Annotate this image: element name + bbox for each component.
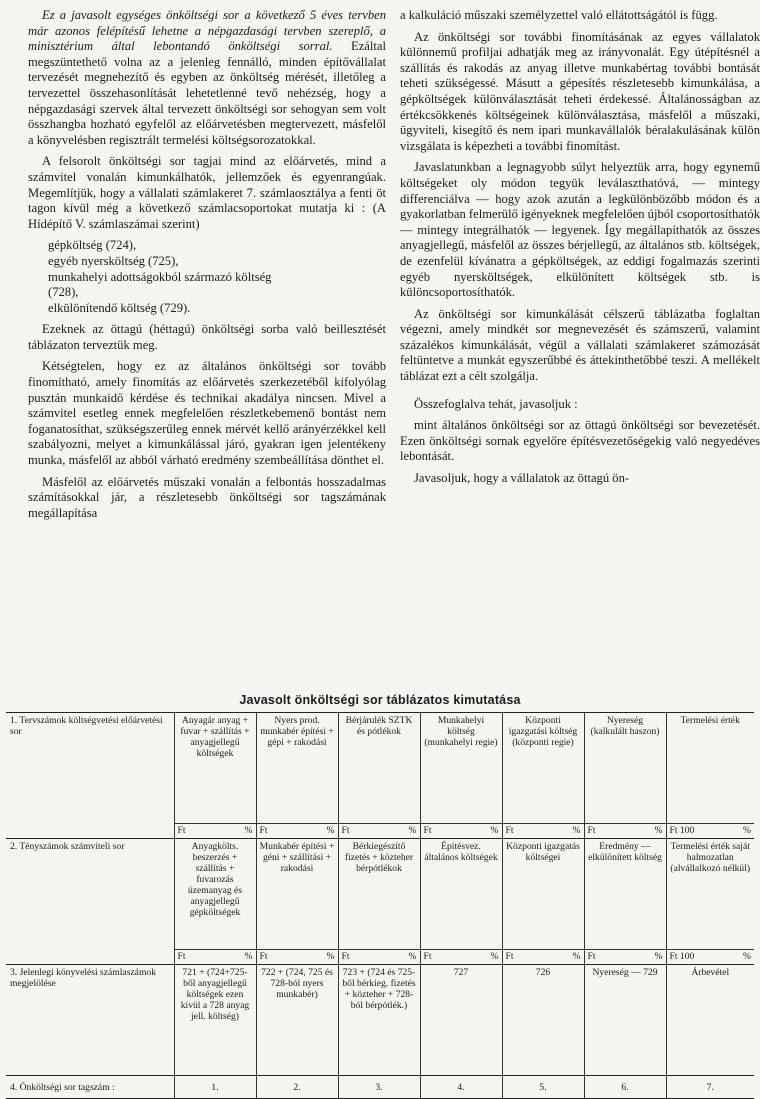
text-columns (10, 8, 760, 676)
unit-cell (666, 950, 754, 965)
table-cell: Nyereség (kalkulált haszon) (584, 713, 666, 824)
table-cell: 723 + (724 és 725-ből bérkieg. fizetés + közteher + 728-ból bérpótlék.) (338, 965, 420, 1076)
table-cell: Bérkiegészítő fizetés + közteher bérpótlékok (338, 839, 420, 950)
table-row (6, 713, 754, 824)
row-label: 2. Tényszámok számviteli sor (6, 839, 174, 950)
list-item: munkahelyi adottságokból származó költség (48, 269, 272, 284)
right-paragraph-6: mint általános önköltségi sor az öttagú önköltségi sor bevezetését. Ezen önköltségi sornak egyelőre építésvezetőségekig való negyedéves lebontását. (400, 418, 760, 464)
table-cell: 726 (502, 965, 584, 1076)
table-cell: Bérjárulék SZTK és pótlékok (338, 713, 420, 824)
table-cell: Központi igazgatás költségei (502, 839, 584, 950)
table-cell: Munkahelyi költség (munkahelyi regie) (420, 713, 502, 824)
table-cell: Anyagár anyag + fuvar + szállítás + anyagjellegű költségek (174, 713, 256, 824)
table-cell: Központi igazgatási költség (központi regie) (502, 713, 584, 824)
member-number: 1. (174, 1076, 256, 1099)
unit-percent: % (490, 825, 499, 836)
right-column (400, 8, 760, 493)
right-paragraph-1: a kalkuláció műszaki személyzettel való ellátottságától is függ. (400, 8, 718, 22)
unit-row (6, 950, 754, 965)
member-number: 7. (666, 1076, 754, 1099)
right-paragraph-4: Az önköltségi sor kimunkálását célszerű táblázatba foglaltan végezni, amely mindkét sor megnevezését és számszerű, valamint százalékos kimunkálását, végül a vállalati számlakeret számozását feltüntetve a munkát egyszerűbbé és áttekinthetőbbé teszi. A mellékelt táblázat ezt a célt szolgálja. (400, 306, 760, 384)
unit-cell (256, 950, 338, 965)
left-column (28, 8, 386, 527)
unit-ft: Ft (259, 825, 268, 836)
table-cell: Építésvez. általános költségek (420, 839, 502, 950)
unit-row-spacer (6, 824, 174, 839)
unit-cell (584, 824, 666, 839)
unit-ft: Ft 100 (669, 951, 695, 962)
unit-cell (256, 824, 338, 839)
cost-series-table (6, 712, 754, 1099)
table-cell: 727 (420, 965, 502, 1076)
unit-percent: % (244, 951, 253, 962)
list-item: egyéb nyersköltség (725), (48, 253, 179, 268)
unit-cell (502, 824, 584, 839)
table-cell: 722 + (724, 725 és 728-ból nyers munkabér) (256, 965, 338, 1076)
table-cell: Munkabér építési + géni + szállítási + rakodási (256, 839, 338, 950)
member-number: 3. (338, 1076, 420, 1099)
left-paragraph-1-rest: Ezáltal megszüntethető volna az a jelenleg fennálló, minden építővállalat tervezését megnehezítő és egyben az önköltség mérését, illetőleg a tervezettel összehasonlítását lehetetlenné tevő nehézség, hogy a népgazdasági szervek által tervezett önköltségi sor sehogyan sem volt összhangba hozható egyfelől az előárvetésben megtervezett, másfelől a könyvelésben regisztrált termelési költségsorozatokkal. (28, 39, 386, 147)
left-paragraph-4: Kétségtelen, hogy ez az általános önköltségi sor tovább finomítható, amely finomítás az előárvetés szerkezetéből kifolyólag pusztán munkaidő kérdése és technikai akadálya nincsen. Mivel a számvitel esetleg ennek megfelelően részletkebemenő bontást nem foganatosíthat, szükségszerűleg ennek mérvét kellő arányérzékkel kell szabályozni, melyet a kimunkálással járó, gyakran igen jelentékeny munka, másfelől az abból várható eredmény szembeállítása dönthet el. (28, 359, 386, 468)
unit-percent: % (743, 825, 751, 836)
table-cell: Árbevétel (666, 965, 754, 1076)
summary-heading: Összefoglalva tehát, javasoljuk : (414, 396, 578, 411)
unit-percent: % (572, 951, 581, 962)
table-cell: Termelési érték (666, 713, 754, 824)
unit-percent: % (408, 825, 417, 836)
right-paragraph-7: Javasoljuk, hogy a vállalatok az öttagú ön- (414, 471, 630, 486)
unit-ft: Ft (505, 825, 514, 836)
list-item: elkülönítendő költség (729). (48, 300, 191, 315)
italic-proposal-sentence: Ez a javasolt egységes önköltségi sor a következő 5 éves tervben már azonos felépítésű lehetne a népgazdasági tervben szereplő, a minisztérium által lebontandó önköltségi sorral. (28, 8, 386, 54)
unit-cell (420, 950, 502, 965)
right-paragraph-3: Javaslatunkban a legnagyobb súlyt helyeztük arra, hogy egynemű költségeket oly módon tegyük leválaszthatóvá, — mintegy differenciálva — hogy azok azután a legkülönbözőbb módon és a gyakorlatban felmerülő igényeknek megfelelően újból csoportosíthatók — mintegy integrálhatók — legyenek. Így megállapíthatók az összes anyagjellegű, másfelől az összes bérjellegű, az általános stb. költségek, de ezenfelül kívánatra a gépköltségek, az eddigi fogalmazás szerinti egyéb nyersköltségek, elkülönített költségek stb. is különcsoportosíthatók. (400, 160, 760, 300)
table-cell: Eredmény — elkülönített költség (584, 839, 666, 950)
unit-ft: Ft (423, 951, 432, 962)
right-paragraph-2: Az önköltségi sor további finomításának az egyes vállalatok különnemű profiljai adhatják meg az irányvonalát. Egy útépítésnél a szállítás és rakodás az anyag illetve munkabértag további bontását teheti szükségessé. Másutt a gépesítés részletesebb kimunkálása, a gépköltségek különválasztását teheti érdekessé. Általánosságban az értékcsökkenés költségeinek különválasztása, másfelől a műszaki, ügyviteli, kisegítő és nem ipari munkavállalók béralakulásának külön vizsgálata is képezheti a további finomítást. (400, 29, 760, 153)
left-paragraph-1 (28, 8, 386, 148)
row-label: 4. Önköltségi sor tagszám : (6, 1076, 174, 1099)
unit-ft: Ft (505, 951, 514, 962)
table-row (6, 965, 754, 1076)
list-item: gépköltség (724), (48, 238, 137, 253)
unit-cell (584, 950, 666, 965)
unit-cell (338, 950, 420, 965)
unit-percent: % (572, 825, 581, 836)
list-item: (728), (48, 285, 79, 300)
unit-ft: Ft (587, 825, 596, 836)
unit-percent: % (326, 951, 335, 962)
row-label: 1. Tervszámok költségvetési előárvetési sor (6, 713, 174, 824)
table-row (6, 839, 754, 950)
unit-ft: Ft (177, 825, 186, 836)
table-cell: Termelési érték saját halmozatlan (alvállalkozó nélkül) (666, 839, 754, 950)
unit-ft: Ft 100 (669, 825, 695, 836)
table-cell: Nyers prod. munkabér építési + gépi + rakodási (256, 713, 338, 824)
member-number: 2. (256, 1076, 338, 1099)
unit-percent: % (654, 951, 663, 962)
table-cell: Nyereség — 729 (584, 965, 666, 1076)
member-number: 6. (584, 1076, 666, 1099)
unit-cell (502, 950, 584, 965)
unit-cell (338, 824, 420, 839)
account-group-list (28, 238, 386, 316)
unit-ft: Ft (341, 825, 350, 836)
row-label: 3. Jelenlegi könyvelési számlaszámok megjelölése (6, 965, 174, 1076)
table-footer-row (6, 1076, 754, 1099)
unit-cell (174, 950, 256, 965)
unit-percent: % (743, 951, 751, 962)
unit-ft: Ft (587, 951, 596, 962)
table-cell: 721 + (724+725-ből anyagjellegű költségek ezen kívül a 728 anyag jell. költség) (174, 965, 256, 1076)
table-cell: Anyagkölts. beszerzés + szállítás + fuvarozás üzemanyag és anyagjellegű gépköltségek (174, 839, 256, 950)
unit-row-spacer (6, 950, 174, 965)
unit-cell (420, 824, 502, 839)
table-title: Javasolt önköltségi sor táblázatos kimutatása (239, 693, 521, 707)
unit-row (6, 824, 754, 839)
unit-percent: % (490, 951, 499, 962)
unit-percent: % (244, 825, 253, 836)
unit-ft: Ft (177, 951, 186, 962)
unit-cell (666, 824, 754, 839)
unit-percent: % (326, 825, 335, 836)
left-paragraph-3: Ezeknek az öttagú (héttagú) önköltségi sorba való beillesztését táblázaton terveztük meg. (28, 322, 386, 352)
unit-percent: % (654, 825, 663, 836)
unit-ft: Ft (341, 951, 350, 962)
member-number: 4. (420, 1076, 502, 1099)
member-number: 5. (502, 1076, 584, 1099)
left-paragraph-5: Másfelől az előárvetés műszaki vonalán a felbontás hosszadalmas számításokkal jár, a részletesebb önköltségi sor tagszámának megállapítása (28, 474, 386, 520)
unit-cell (174, 824, 256, 839)
unit-ft: Ft (423, 825, 432, 836)
unit-percent: % (408, 951, 417, 962)
left-paragraph-2: A felsorolt önköltségi sor tagjai mind az előárvetés, mind a számvitel vonalán kimunkálhatók, jellemzőek és egyenrangúak. Megemlítjük, hogy a vállalati számlakeret 7. számlaosztálya a fenti öt tagon kívül még a következő számlacsoportokat mutatja ki : (A Hídépítő V. számlaszámai szerint) (28, 154, 386, 231)
unit-ft: Ft (259, 951, 268, 962)
